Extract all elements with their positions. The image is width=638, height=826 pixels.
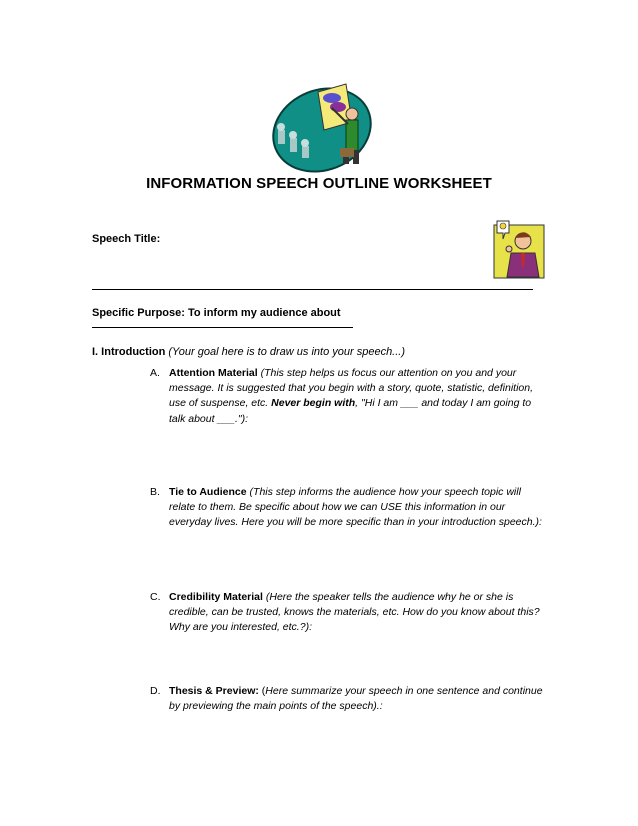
idea-person-clipart	[493, 219, 545, 279]
item-letter: A.	[150, 367, 160, 379]
item-heading: Credibility Material	[169, 591, 263, 603]
page-title: INFORMATION SPEECH OUTLINE WORKSHEET	[146, 175, 492, 192]
item-letter: D.	[150, 685, 161, 697]
specific-purpose-answer-line[interactable]	[92, 327, 353, 328]
item-description: (This step helps us focus our attention on you and your message. It is suggested that you begin with a story, quote, statistic, definition, use of suspense, etc.	[169, 367, 534, 410]
introduction-note: (Your goal here is to draw us into your speech...)	[168, 346, 406, 358]
introduction-title: I. Introduction	[92, 346, 166, 358]
item-description: (This step informs the audience how your speech topic will relate to them. Be specific about how we can USE this information in our everyday lives. Here you will be more specific than in your introduction speech.):	[169, 486, 542, 529]
outline-item-attention-material	[150, 366, 550, 427]
outline-item-thesis-preview	[150, 684, 550, 714]
speech-title-label: Speech Title:	[92, 233, 161, 245]
item-heading: Attention Material	[169, 367, 258, 379]
item-description: (Here the speaker tells the audience why he or she is credible, can be trusted, knows the materials, etc. How do you know about this? Why are you interested, etc.?):	[169, 591, 540, 634]
item-heading: Tie to Audience	[169, 486, 247, 498]
never-begin-with-emphasis: Never begin with	[271, 397, 356, 410]
presenter-clipart	[270, 78, 378, 176]
item-heading: Thesis & Preview:	[169, 685, 259, 697]
item-description-continued: , "Hi I am ___ and today I am going to talk about ___."):	[169, 397, 532, 425]
speech-title-answer-line[interactable]	[92, 289, 533, 290]
item-description: Here summarize your speech in one sentence and continue by previewing the main points of the speech).:	[169, 685, 543, 713]
outline-item-credibility-material	[150, 590, 550, 636]
introduction-heading	[92, 346, 405, 358]
item-description-open-paren: (	[261, 685, 266, 697]
item-letter: C.	[150, 591, 161, 603]
specific-purpose-label: Specific Purpose: To inform my audience about	[92, 307, 341, 319]
outline-item-tie-to-audience	[150, 485, 550, 531]
item-letter: B.	[150, 486, 160, 498]
